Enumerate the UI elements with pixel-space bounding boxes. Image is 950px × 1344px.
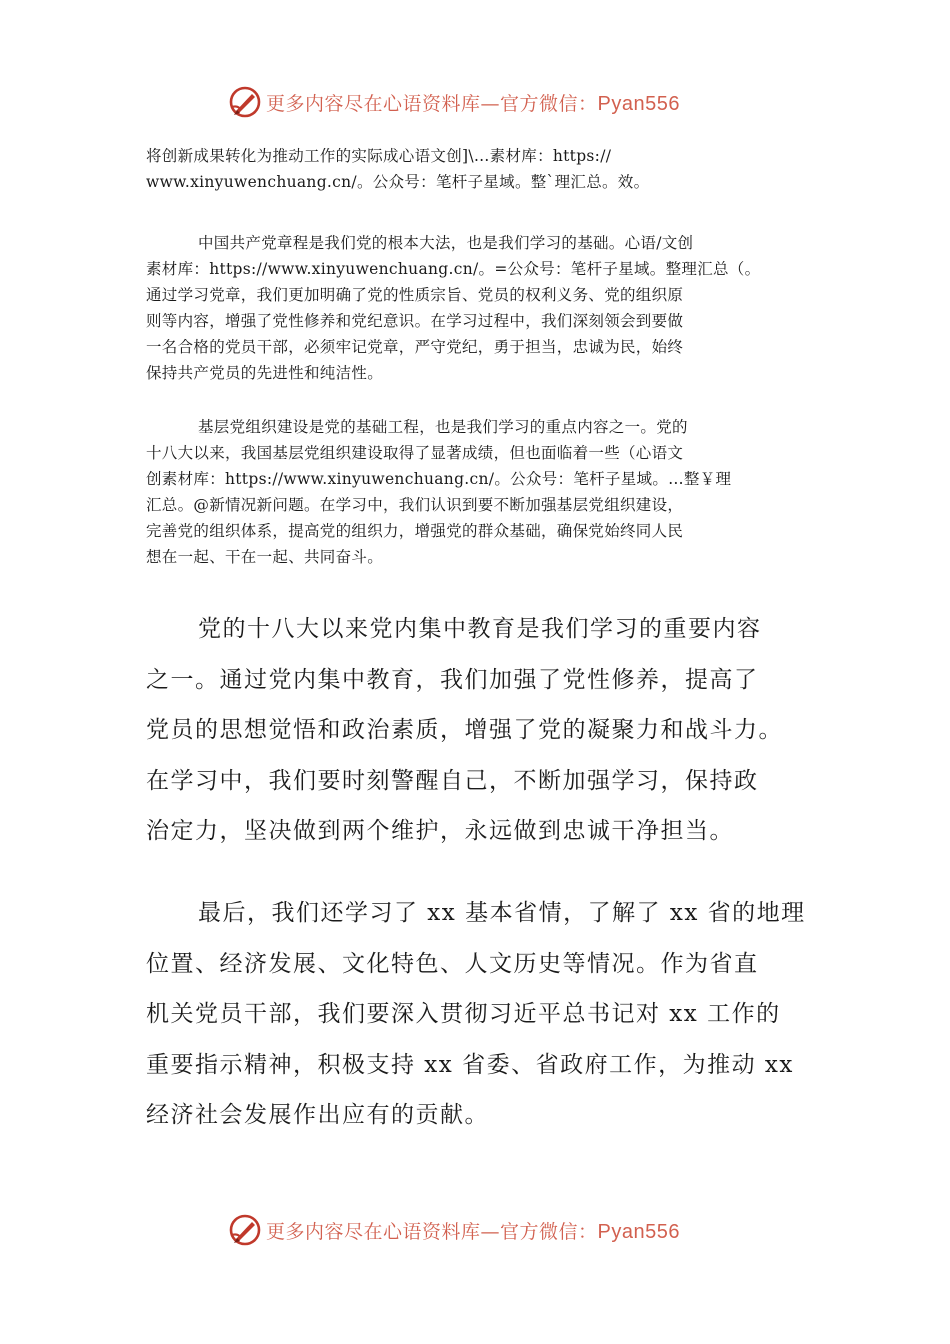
pen-brush-logo-icon [228, 1213, 262, 1247]
paragraph-4 [146, 888, 818, 1141]
text-line: 将创新成果转化为推动工作的实际成心语文创]\…素材库：https:// [146, 147, 612, 165]
paragraph-3 [146, 604, 818, 857]
paragraph-1 [146, 230, 818, 386]
text-line: 一名合格的党员干部，必须牢记党章，严守党纪，勇于担当，忠诚为民，始终 [146, 338, 684, 356]
text-line: 基层党组织建设是党的基础工程，也是我们学习的重点内容之一。党的 [198, 418, 688, 436]
header-banner [228, 84, 748, 120]
text-line: 完善党的组织体系，提高党的组织力，增强党的群众基础，确保党始终同人民 [146, 522, 684, 540]
text-line: 通过学习党章，我们更加明确了党的性质宗旨、党员的权利义务、党的组织原 [146, 286, 684, 304]
wechat-id: Pyan556 [597, 92, 680, 115]
text-line: 保持共产党员的先进性和纯洁性。 [146, 364, 384, 382]
text-line: 创素材库：https://www.xinyuwenchuang.cn/。公众号：笔杆子星域。…整￥理 [146, 470, 732, 488]
text-line: 十八大以来，我国基层党组织建设取得了显著成绩，但也面临着一些（心语文 [146, 444, 684, 462]
text-line: 最后，我们还学习了 xx 基本省情，了解了 xx 省的地理 [198, 900, 806, 926]
paragraph-2 [146, 414, 818, 570]
text-line: 机关党员干部，我们要深入贯彻习近平总书记对 xx 工作的 [146, 1001, 781, 1027]
text-line: 之一。通过党内集中教育，我们加强了党性修养，提高了 [146, 666, 759, 693]
banner-text [266, 1217, 680, 1244]
wechat-id: Pyan556 [597, 1220, 680, 1243]
paragraph-0 [146, 143, 818, 195]
text-line: 素材库：https://www.xinyuwenchuang.cn/。=公众号：笔杆子星域。整理汇总（。 [146, 260, 761, 278]
text-line: 重要指示精神，积极支持 xx 省委、省政府工作，为推动 xx [146, 1051, 794, 1078]
banner-label: 更多内容尽在心语资料库—官方微信： [266, 1220, 598, 1243]
banner-label: 更多内容尽在心语资料库—官方微信： [266, 92, 598, 115]
text-line: 则等内容，增强了党性修养和党纪意识。在学习过程中，我们深刻领会到要做 [146, 312, 684, 330]
text-line: 位置、经济发展、文化特色、人文历史等情况。作为省直 [146, 950, 759, 977]
footer-banner [228, 1212, 748, 1248]
text-line: 经济社会发展作出应有的贡献。 [146, 1102, 489, 1128]
banner-text [266, 89, 680, 116]
text-line: 在学习中，我们要时刻警醒自己，不断加强学习，保持政 [146, 767, 759, 794]
text-line: 想在一起、干在一起、共同奋斗。 [146, 548, 384, 566]
text-line: 治定力，坚决做到两个维护，永远做到忠诚干净担当。 [146, 818, 734, 844]
text-line: www.xinyuwenchuang.cn/。公众号：笔杆子星域。整`理汇总。效。 [146, 173, 650, 191]
text-line: 汇总。@新情况新问题。在学习中，我们认识到要不断加强基层党组织建设， [146, 496, 684, 514]
pen-brush-logo-icon [228, 85, 262, 119]
text-line: 中国共产党章程是我们党的根本大法，也是我们学习的基础。心语/文创 [198, 234, 694, 252]
text-line: 党员的思想觉悟和政治素质，增强了党的凝聚力和战斗力。 [146, 717, 783, 743]
text-line: 党的十八大以来党内集中教育是我们学习的重要内容 [198, 616, 762, 642]
